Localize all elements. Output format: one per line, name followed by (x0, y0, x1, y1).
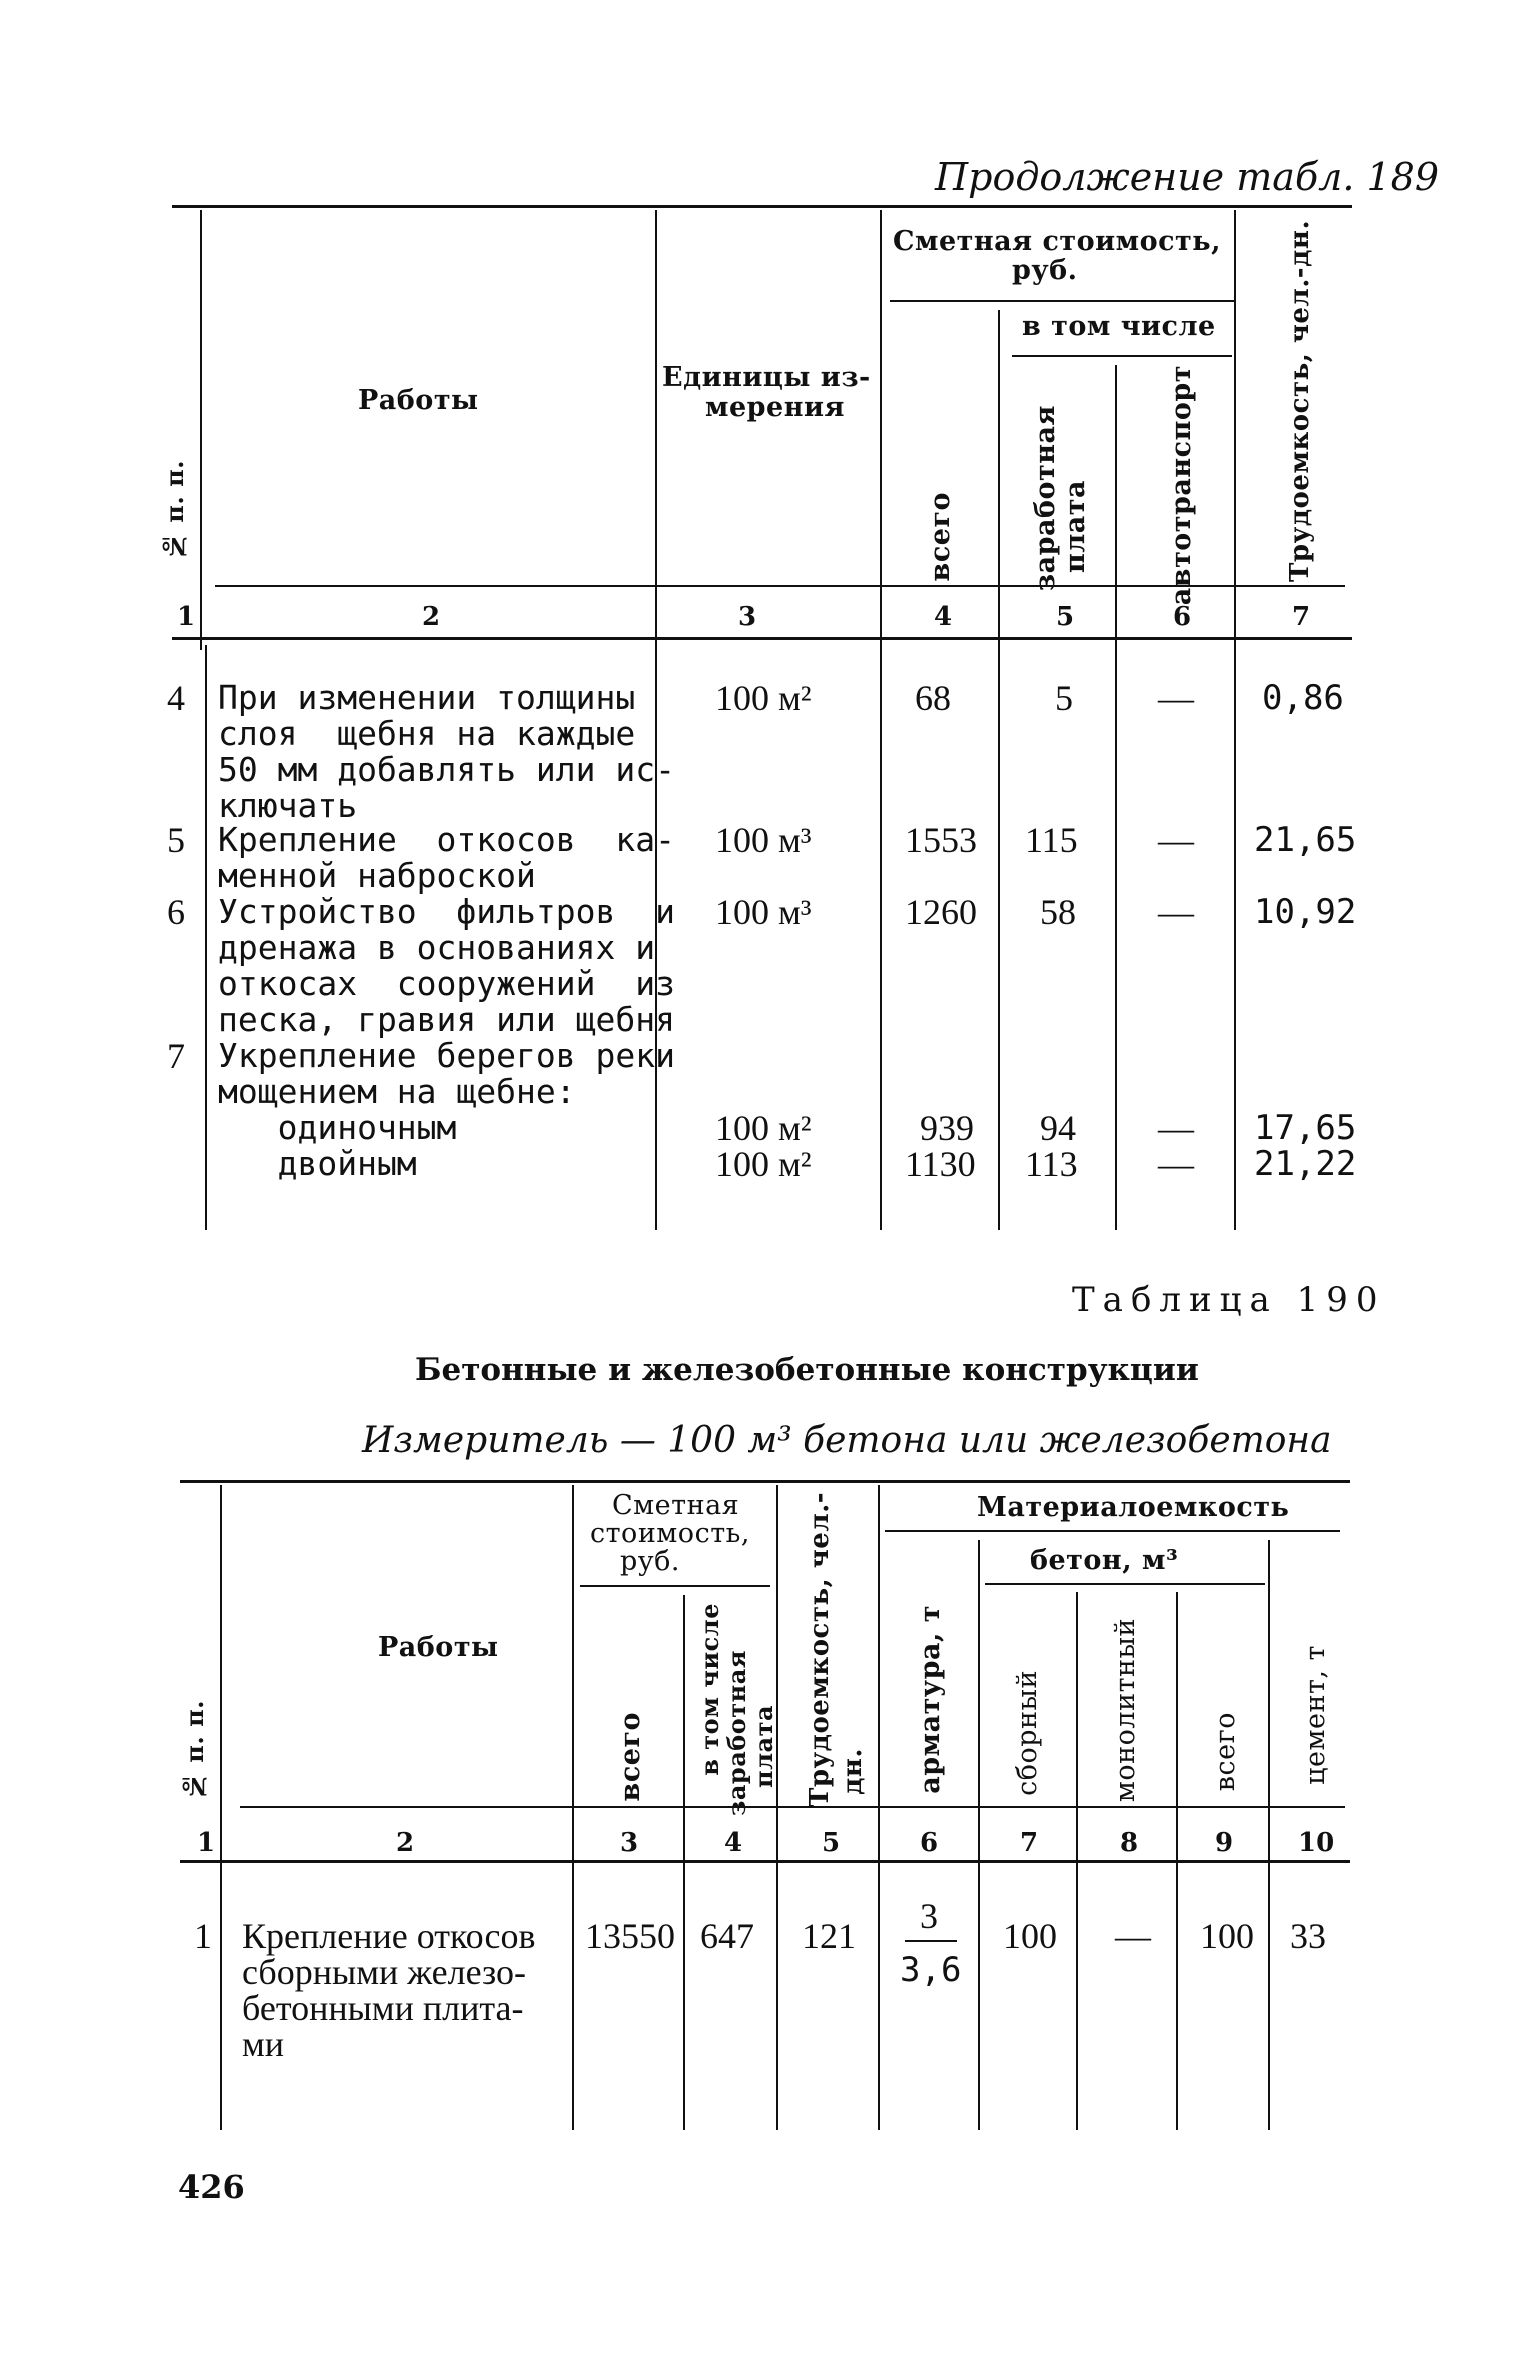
header-cost-line1: Сметная стоимость, (893, 226, 1222, 257)
header-monolithic: монолитный (1110, 1618, 1141, 1803)
colnum: 2 (422, 602, 441, 632)
row-number: 7 (167, 1036, 185, 1076)
row-rebar-denominator: 3,6 (900, 1950, 962, 1990)
row-work-line: При изменении толщины (218, 678, 636, 717)
row-total: 1553 (905, 820, 977, 860)
row-total: 68 (915, 678, 951, 718)
row-work-line: ключать (218, 786, 358, 825)
row-number: 4 (167, 678, 185, 718)
header-materials: Материалоемкость (977, 1492, 1290, 1523)
row-monolithic: — (1115, 1916, 1151, 1956)
colnum: 2 (396, 1828, 415, 1858)
header-total: всего (615, 1712, 646, 1802)
colnum: 4 (724, 1828, 743, 1858)
row-total: 1130 (905, 1144, 976, 1184)
header-rebar: арматура, т (915, 1605, 946, 1794)
fraction-bar (905, 1940, 957, 1942)
colnum: 5 (822, 1828, 841, 1858)
row-work-line: мощением на щебне: (218, 1072, 576, 1111)
header-cost-line1: Сметная (612, 1490, 740, 1521)
header-works: Работы (378, 1632, 499, 1663)
row-transport: — (1158, 892, 1194, 932)
colnum: 6 (920, 1828, 939, 1858)
colnum: 7 (1020, 1828, 1039, 1858)
header-conc-total: всего (1210, 1712, 1241, 1792)
header-labor: Трудоемкость, чел.-дн. (1285, 220, 1315, 582)
colnum: 3 (620, 1828, 639, 1858)
row-work-line: одиночным (218, 1108, 457, 1147)
header-cost-line3: руб. (620, 1546, 681, 1577)
row-rebar-numerator: 3 (920, 1896, 938, 1936)
row-wage: 94 (1040, 1108, 1076, 1148)
row-work-line: сборными железо- (242, 1952, 526, 1992)
continuation-caption: Продолжение табл. 189 (935, 155, 1440, 199)
header-incl-line2: заработная (722, 1650, 751, 1816)
row-labor: 10,92 (1254, 892, 1357, 932)
header-cost-line2: руб. (1012, 255, 1078, 286)
header-cement: цемент, т (1300, 1645, 1331, 1785)
header-num: № п. п. (160, 460, 189, 562)
row-total: 1260 (905, 892, 977, 932)
row-labor: 0,86 (1262, 678, 1344, 718)
row-labor: 21,65 (1254, 820, 1357, 860)
row-work-line: Крепление откосов ка- (218, 820, 675, 859)
row-number: 1 (194, 1916, 212, 1956)
row-work-line: откосах сооружений из (218, 964, 675, 1003)
row-conc-total: 100 (1200, 1916, 1254, 1956)
row-wage: 115 (1025, 820, 1078, 860)
row-labor: 21,22 (1254, 1144, 1357, 1184)
header-num: № п. п. (180, 1700, 209, 1802)
row-number: 5 (167, 820, 185, 860)
row-transport: — (1158, 678, 1194, 718)
header-units-line2: мерения (705, 392, 845, 423)
row-unit: 100 м² (715, 1144, 812, 1184)
header-precast: сборный (1012, 1670, 1043, 1796)
row-unit: 100 м³ (715, 820, 812, 860)
row-wage: 113 (1025, 1144, 1078, 1184)
colnum: 4 (934, 602, 953, 632)
row-work-line: Устройство фильтров и (218, 892, 675, 931)
colnum: 1 (177, 602, 196, 632)
row-unit: 100 м² (715, 1108, 812, 1148)
header-works: Работы (358, 385, 479, 416)
row-precast: 100 (1003, 1916, 1057, 1956)
header-labor-line1: Трудоемкость, чел.- (805, 1492, 835, 1808)
colnum: 3 (738, 602, 757, 632)
header-incl-line1: в том числе (695, 1603, 724, 1776)
row-work-line: двойным (218, 1144, 417, 1183)
header-concrete: бетон, м³ (1030, 1545, 1179, 1576)
page-number: 426 (178, 2168, 245, 2206)
colnum: 1 (197, 1828, 216, 1858)
row-unit: 100 м³ (715, 892, 812, 932)
row-work-line: Крепление откосов (242, 1916, 536, 1956)
row-work-line: бетонными плита- (242, 1988, 524, 2028)
header-labor-line2: дн. (838, 1748, 868, 1795)
row-total: 13550 (585, 1916, 675, 1956)
row-work-line: дренажа в основаниях и (218, 928, 656, 967)
header-wage-line2: плата (1060, 480, 1091, 574)
table-190-measure: Измеритель — 100 м³ бетона или железобетона (362, 1420, 1332, 1461)
header-incl: в том числе (1022, 311, 1216, 342)
table-190-title: Бетонные и железобетонные конструкции (415, 1352, 1199, 1388)
table-190-label: Таблица 190 (1072, 1280, 1386, 1320)
header-units-line1: Единицы из- (662, 362, 871, 393)
colnum: 6 (1173, 602, 1192, 632)
row-work-line: 50 мм добавлять или ис- (218, 750, 675, 789)
row-work-line: менной наброской (218, 856, 536, 895)
row-labor: 121 (802, 1916, 856, 1956)
header-transport: автотранспорт (1166, 365, 1197, 606)
header-total: всего (925, 492, 956, 582)
row-work-line: песка, гравия или щебня (218, 1000, 675, 1039)
row-wage: 5 (1055, 678, 1073, 718)
colnum: 5 (1056, 602, 1075, 632)
colnum: 10 (1298, 1828, 1335, 1858)
row-work-line: Укрепление берегов реки (218, 1036, 675, 1075)
colnum: 7 (1292, 602, 1311, 632)
row-work-line: слоя щебня на каждые (218, 714, 636, 753)
header-incl-line3: плата (749, 1705, 778, 1788)
row-wage: 58 (1040, 892, 1076, 932)
row-work-line: ми (242, 2024, 285, 2064)
header-wage-line1: заработная (1030, 405, 1061, 592)
header-cost-line2: стоимость, (590, 1518, 750, 1549)
colnum: 8 (1120, 1828, 1139, 1858)
row-total: 939 (920, 1108, 974, 1148)
row-transport: — (1158, 820, 1194, 860)
row-unit: 100 м² (715, 678, 812, 718)
row-wage: 647 (700, 1916, 754, 1956)
row-number: 6 (167, 892, 185, 932)
row-transport: — (1158, 1108, 1194, 1148)
row-transport: — (1158, 1144, 1194, 1184)
row-cement: 33 (1290, 1916, 1326, 1956)
colnum: 9 (1215, 1828, 1234, 1858)
row-labor: 17,65 (1254, 1108, 1357, 1148)
